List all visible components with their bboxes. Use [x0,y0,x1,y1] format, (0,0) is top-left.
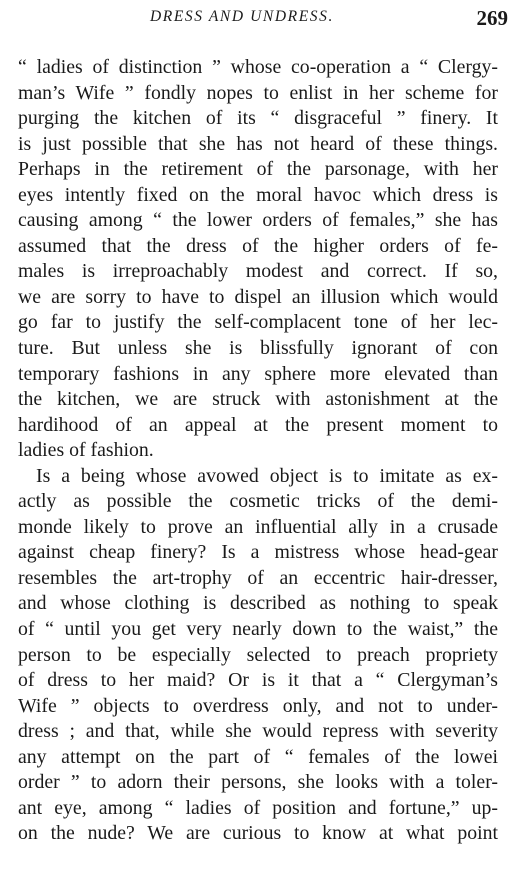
text-line: hardihood of an appeal at the present moment to [18,413,498,436]
text-line: is just possible that she has not heard of these things. [18,132,498,155]
text-line: of dress to her maid? Or is it that a “ Clergyman’s [18,669,498,692]
body-text [18,55,498,847]
text-line: causing among “ the lower orders of females,” she has [18,209,498,232]
text-line: of “ until you get very nearly down to the waist,” the [18,618,498,641]
text-line: assumed that the dress of the higher orders of fe- [18,234,498,257]
text-line: purging the kitchen of its “ disgraceful ” finery. It [18,107,498,130]
text-line: go far to justify the self-complacent tone of her lec- [18,311,498,334]
text-line: against cheap finery? Is a mistress whose head-gear [18,541,498,564]
text-line: on the nude? We are curious to know at what point [18,822,498,845]
text-line: the kitchen, we are struck with astonishment at the [18,388,498,411]
text-line: any attempt on the part of “ females of the lowei [18,745,498,768]
text-line: person to be especially selected to preach propriety [18,643,498,666]
text-line: we are sorry to have to dispel an illusion which would [18,285,498,308]
text-line: Wife ” objects to overdress only, and not to under- [18,694,498,717]
text-line: ant eye, among “ ladies of position and fortune,” up- [18,796,498,819]
text-line: Perhaps in the retirement of the parsonage, with her [18,158,498,181]
text-line: “ ladies of distinction ” whose co-operation a “ Clergy- [18,56,498,78]
text-line: actly as possible the cosmetic tricks of the demi- [18,490,498,513]
text-line: resembles the art-trophy of an eccentric hair-dresser, [18,566,498,589]
text-line: monde likely to prove an influential ally in a crusade [18,515,498,538]
text-line: eyes intently fixed on the moral havoc which dress is [18,183,498,206]
text-line: temporary fashions in any sphere more elevated than [18,362,498,385]
page-number: 269 [476,6,508,30]
text-line: ture. But unless she is blissfully ignorant of con [18,337,498,360]
text-line: order ” to adorn their persons, she looks with a toler- [18,771,498,794]
text-line: ladies of fashion. [18,439,154,462]
running-head [0,6,530,32]
paragraph-start-line: Is a being whose avowed object is to imitate as ex- [36,464,498,487]
text-line: and whose clothing is described as nothing to speak [18,592,498,615]
running-title: DRESS AND UNDRESS. [150,8,334,25]
text-line: man’s Wife ” fondly nopes to enlist in her scheme for [18,81,498,104]
text-line: males is irreproachably modest and correct. If so, [18,260,498,283]
text-line: dress ; and that, while she would repress with severity [18,720,498,743]
